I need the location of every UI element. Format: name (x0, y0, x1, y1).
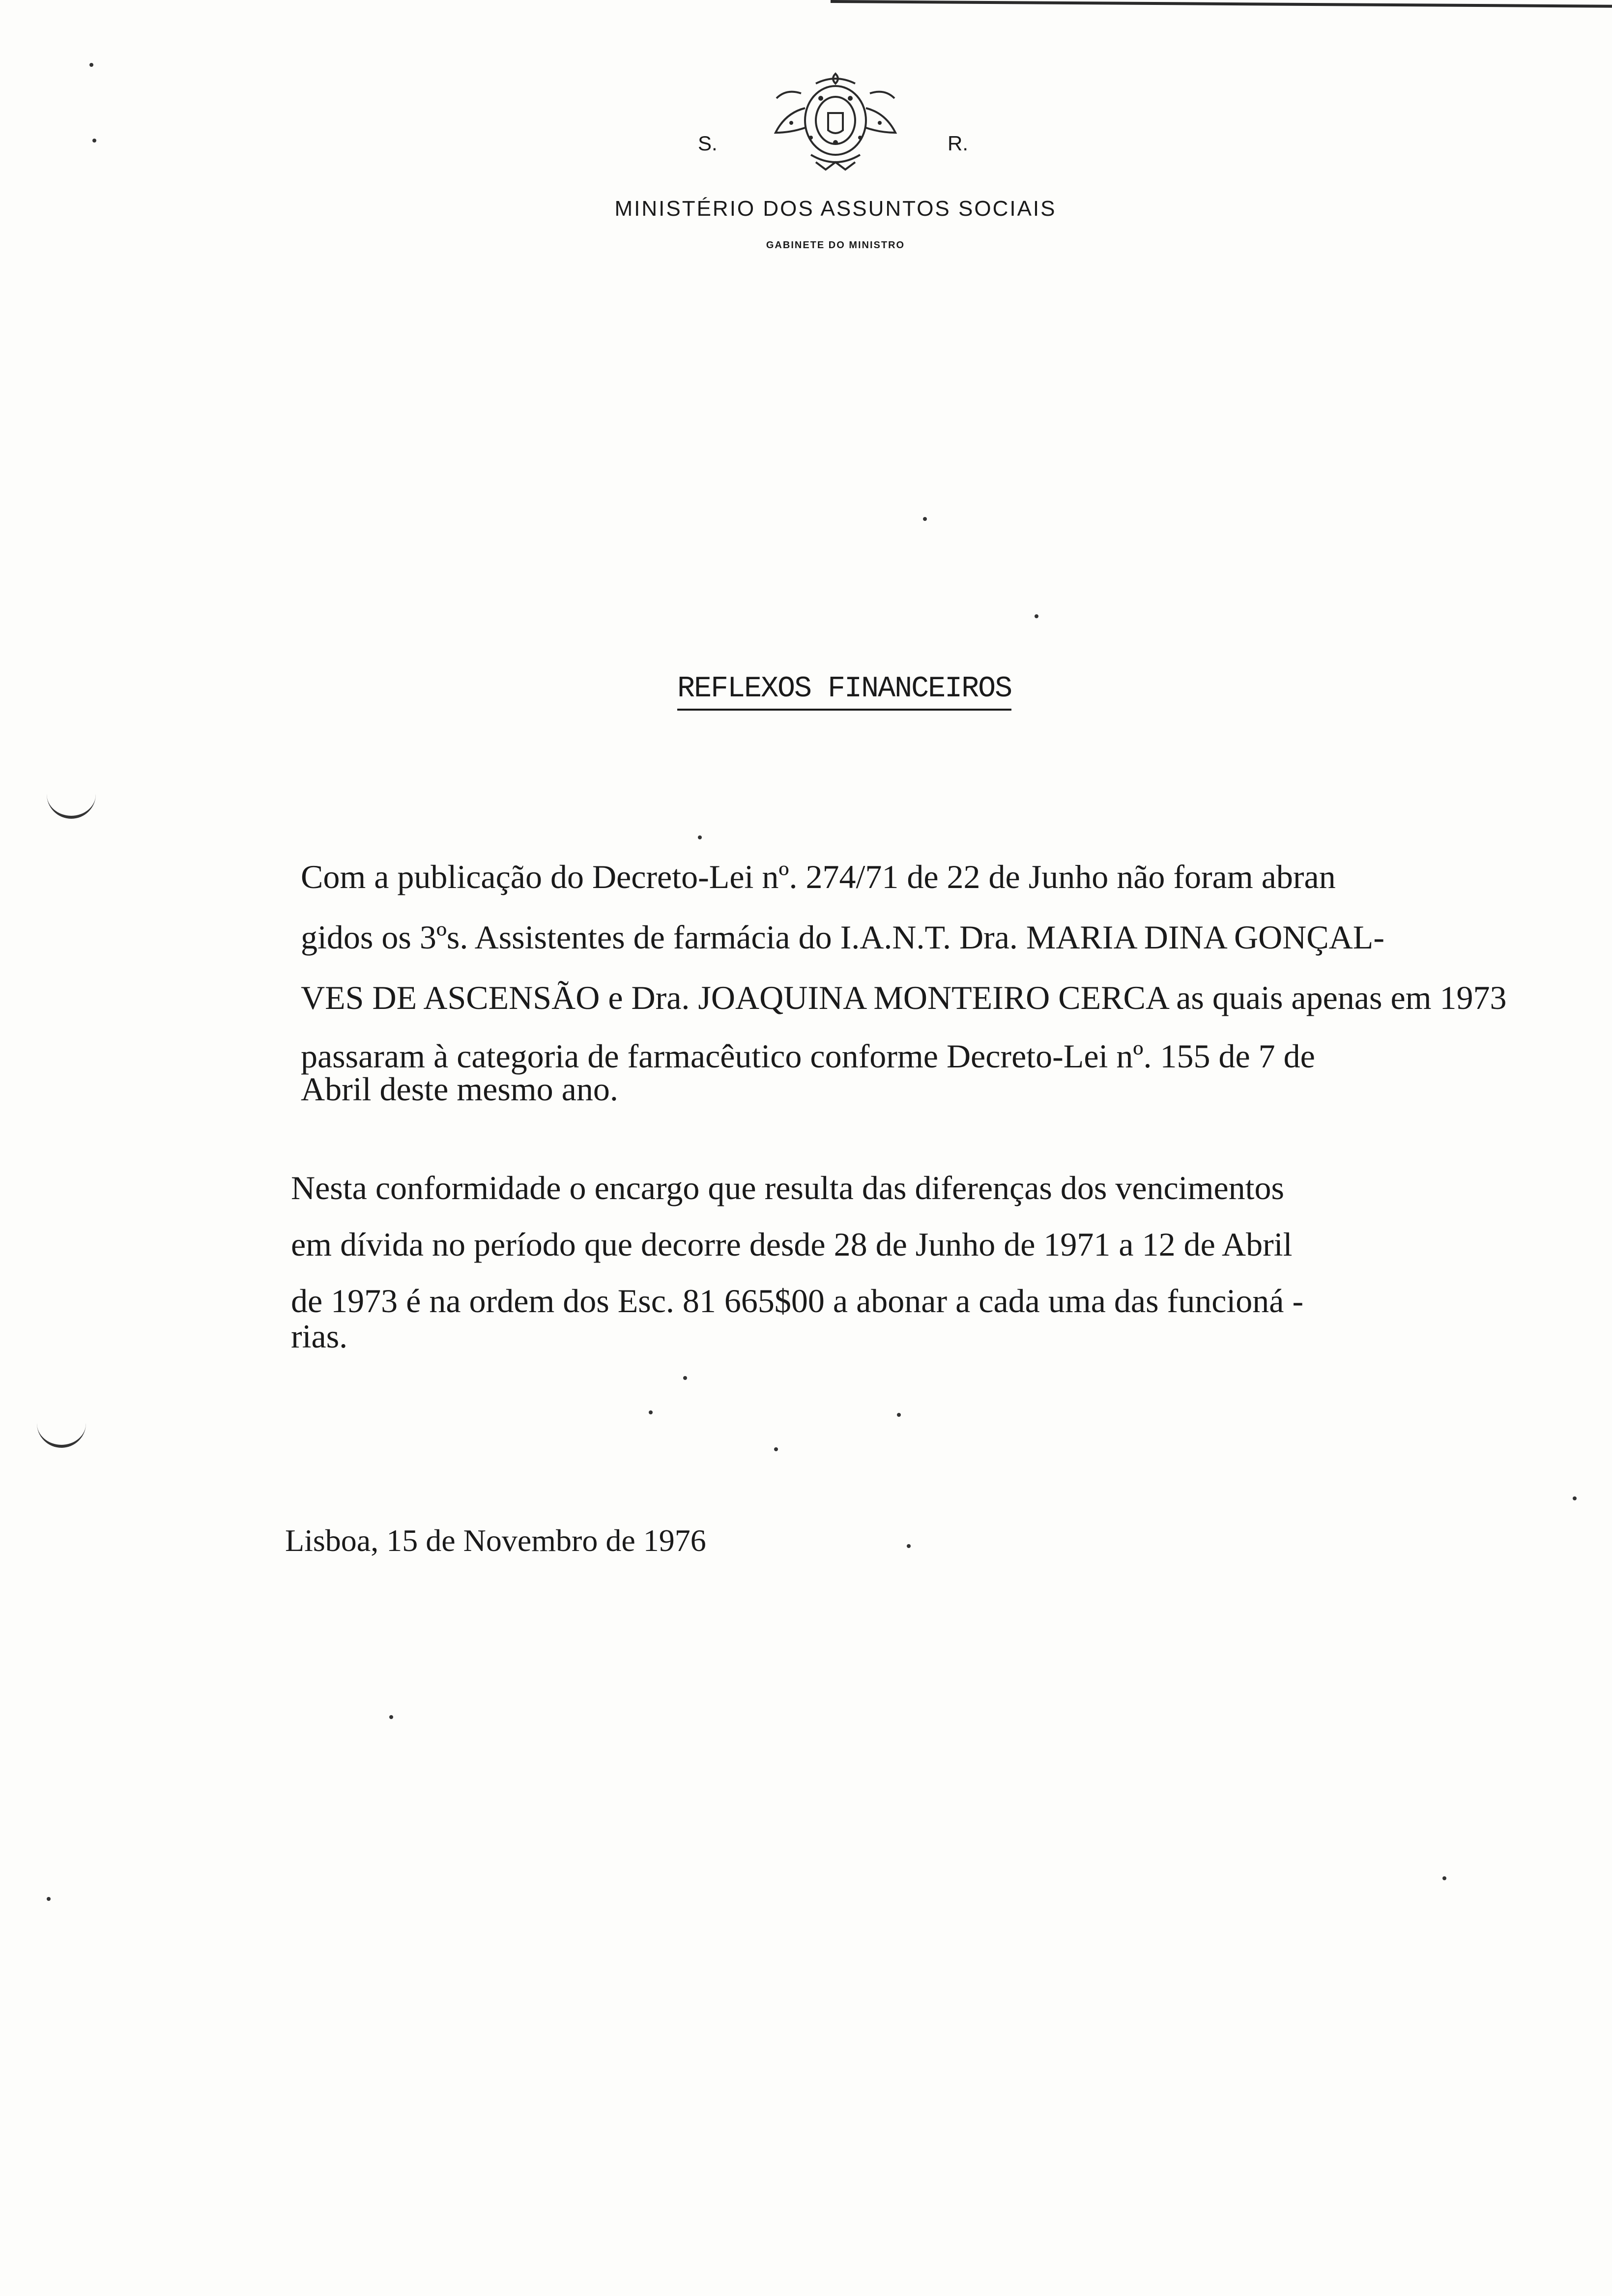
ink-speck (1035, 614, 1038, 618)
paragraph-line: VES DE ASCENSÃO e Dra. JOAQUINA MONTEIRO CERCA as quais apenas em 1973 (301, 979, 1507, 1016)
ink-speck (1442, 1876, 1446, 1880)
cabinet-name: GABINETE DO MINISTRO (766, 240, 905, 251)
ink-speck (1573, 1496, 1577, 1500)
ink-speck (47, 1897, 51, 1901)
ink-speck (649, 1410, 653, 1414)
paragraph-line: rias. (291, 1318, 348, 1355)
ink-speck (89, 63, 93, 67)
paragraph-line: de 1973 é na ordem dos Esc. 81 665$00 a abonar a cada uma das funcioná - (291, 1282, 1304, 1320)
top-edge-rule (831, 0, 1612, 8)
paragraph-line: gidos os 3ºs. Assistentes de farmácia do I.A.N.T. Dra. MARIA DINA GONÇAL- (301, 918, 1384, 956)
letterhead-left-letter: S. (698, 132, 718, 155)
paragraph-line: Nesta conformidade o encargo que resulta das diferenças dos vencimentos (291, 1169, 1285, 1206)
ink-speck (897, 1413, 901, 1417)
ink-speck (92, 139, 96, 143)
paragraph-line: Abril deste mesmo ano. (301, 1070, 618, 1108)
letterhead-right-letter: R. (948, 132, 968, 155)
ink-speck (389, 1715, 393, 1719)
document-title: REFLEXOS FINANCEIROS (677, 672, 1011, 711)
ink-speck (698, 835, 702, 839)
ink-speck (923, 517, 927, 521)
place-and-date: Lisboa, 15 de Novembro de 1976 (285, 1523, 706, 1558)
ministry-name: MINISTÉRIO DOS ASSUNTOS SOCIAIS (614, 197, 1057, 221)
ink-speck (683, 1376, 687, 1380)
paragraph-line: Com a publicação do Decreto-Lei nº. 274/71 de 22 de Junho não foram abran (301, 858, 1336, 895)
coat-of-arms-emblem (757, 64, 914, 177)
punch-hole-mark (47, 786, 96, 819)
paragraph-line: em dívida no período que decorre desde 28 de Junho de 1971 a 12 de Abril (291, 1226, 1293, 1263)
paragraph-line: passaram à categoria de farmacêutico conforme Decreto-Lei nº. 155 de 7 de (301, 1037, 1315, 1075)
punch-hole-mark (37, 1415, 86, 1448)
ink-speck (907, 1544, 911, 1548)
ink-speck (774, 1447, 778, 1451)
